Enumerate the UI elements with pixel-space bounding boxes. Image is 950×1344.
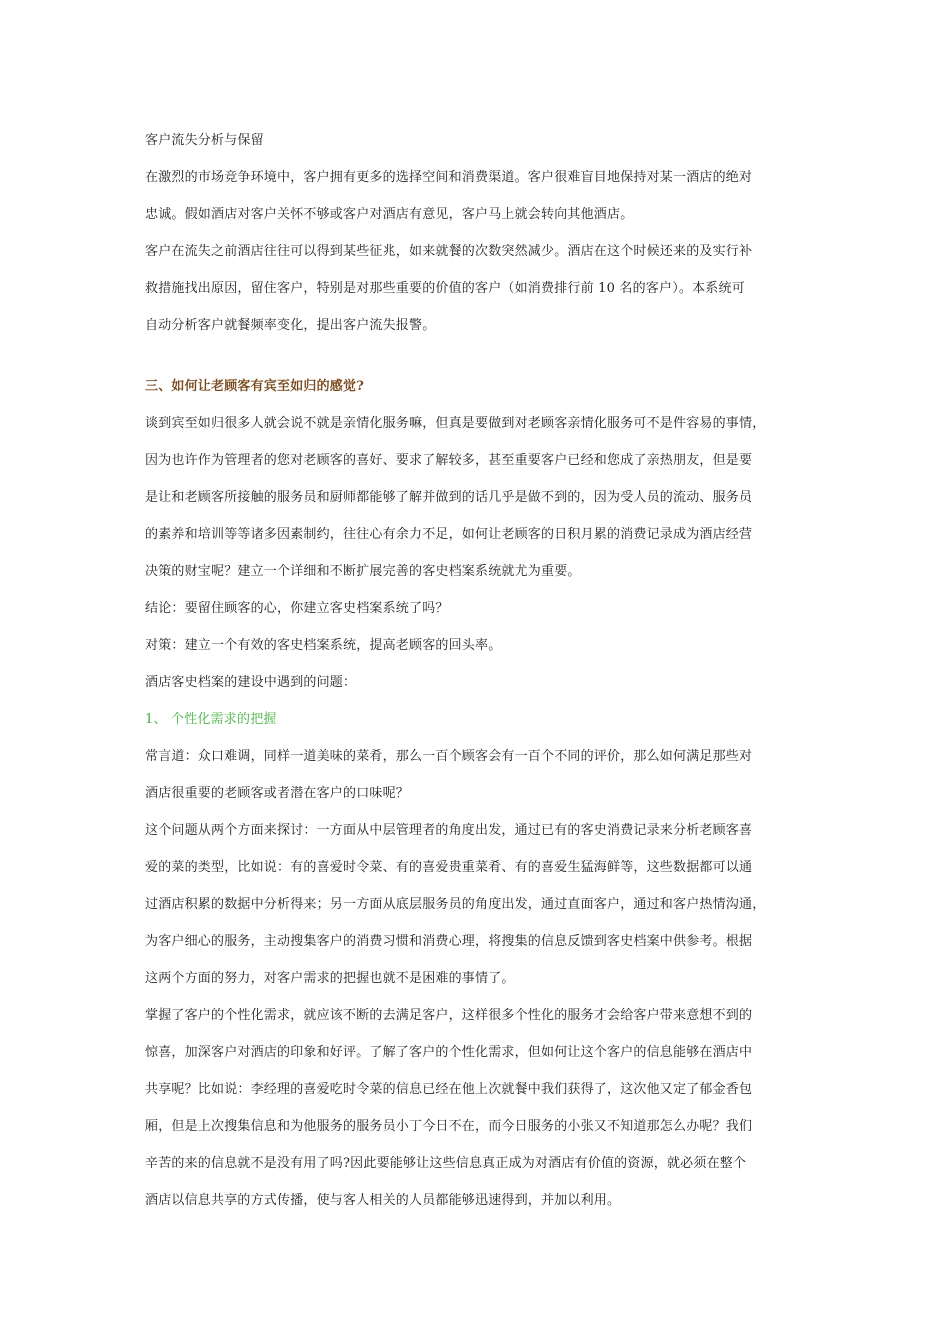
paragraph-line: 厢，但是上次搜集信息和为他服务的服务员小丁今日不在，而今日服务的小张又不知道那怎么办呢？我们 <box>145 1119 753 1134</box>
paragraph-line: 忠诚。假如酒店对客户关怀不够或客户对酒店有意见，客户马上就会转向其他酒店。 <box>145 207 634 222</box>
paragraph-line: 自动分析客户就餐频率变化，提出客户流失报警。 <box>145 318 436 333</box>
paragraph-line: 辛苦的来的信息就不是没有用了吗?因此要能够让这些信息真正成为对酒店有价值的资源，就必须在整个 <box>145 1156 747 1171</box>
strategy-line: 对策：建立一个有效的客史档案系统，提高老顾客的回头率。 <box>145 638 502 653</box>
document-page <box>145 122 815 1219</box>
paragraph-line: 这两个方面的努力，对客户需求的把握也就不是困难的事情了。 <box>145 971 515 986</box>
paragraph-line: 谈到宾至如归很多人就会说不就是亲情化服务嘛，但真是要做到对老顾客亲情化服务可不是件容易的事情， <box>145 416 766 431</box>
section-title: 客户流失分析与保留 <box>145 133 264 148</box>
paragraph-line: 这个问题从两个方面来探讨：一方面从中层管理者的角度出发，通过已有的客史消费记录来分析老顾客喜 <box>145 823 753 838</box>
paragraph-line: 决策的财宝呢？建立一个详细和不断扩展完善的客史档案系统就尤为重要。 <box>145 564 581 579</box>
subheading: 1、 个性化需求的把握 <box>145 712 277 727</box>
paragraph-line: 掌握了客户的个性化需求，就应该不断的去满足客户，这样很多个性化的服务才会给客户带来意想不到的 <box>145 1008 753 1023</box>
paragraph-line: 爱的菜的类型，比如说：有的喜爱时令菜、有的喜爱贵重菜肴、有的喜爱生猛海鲜等，这些数据都可以通 <box>145 860 753 875</box>
paragraph-line: 酒店以信息共享的方式传播，使与客人相关的人员都能够迅速得到，并加以利用。 <box>145 1193 621 1208</box>
paragraph-line: 惊喜，加深客户对酒店的印象和好评。了解了客户的个性化需求，但如何让这个客户的信息能够在酒店中 <box>145 1045 753 1060</box>
paragraph-line: 救措施找出原因，留住客户，特别是对那些重要的价值的客户（如消费排行前 10 名的客户）。本系统可 <box>145 281 745 296</box>
paragraph-line: 的素养和培训等等诸多因素制约，往往心有余力不足，如何让老顾客的日积月累的消费记录成为酒店经营 <box>145 527 753 542</box>
paragraph-line: 过酒店积累的数据中分析得来；另一方面从底层服务员的角度出发，通过直面客户，通过和客户热情沟通， <box>145 897 766 912</box>
problems-intro-line: 酒店客史档案的建设中遇到的问题： <box>145 675 357 690</box>
heading: 三、如何让老顾客有宾至如归的感觉? <box>145 379 365 394</box>
paragraph-line: 共享呢？比如说：李经理的喜爱吃时令菜的信息已经在他上次就餐中我们获得了，这次他又定了郁金香包 <box>145 1082 753 1097</box>
paragraph-line: 为客户细心的服务，主动搜集客户的消费习惯和消费心理，将搜集的信息反馈到客史档案中供参考。根据 <box>145 934 753 949</box>
paragraph-line: 是让和老顾客所接触的服务员和厨师都能够了解并做到的话几乎是做不到的，因为受人员的流动、服务员 <box>145 490 753 505</box>
spacer <box>145 344 815 368</box>
paragraph-line: 酒店很重要的老顾客或者潜在客户的口味呢？ <box>145 786 410 801</box>
paragraph-line: 客户在流失之前酒店往往可以得到某些征兆，如来就餐的次数突然减少。酒店在这个时候还来的及实行补 <box>145 244 753 259</box>
conclusion-line: 结论：要留住顾客的心，你建立客史档案系统了吗？ <box>145 601 449 616</box>
paragraph-line: 因为也许作为管理者的您对老顾客的喜好、要求了解较多，甚至重要客户已经和您成了亲热朋友，但是要 <box>145 453 753 468</box>
paragraph-line: 常言道：众口难调，同样一道美味的菜肴，那么一百个顾客会有一百个不同的评价，那么如何满足那些对 <box>145 749 753 764</box>
paragraph-line: 在激烈的市场竞争环境中，客户拥有更多的选择空间和消费渠道。客户很难盲目地保持对某一酒店的绝对 <box>145 170 753 185</box>
